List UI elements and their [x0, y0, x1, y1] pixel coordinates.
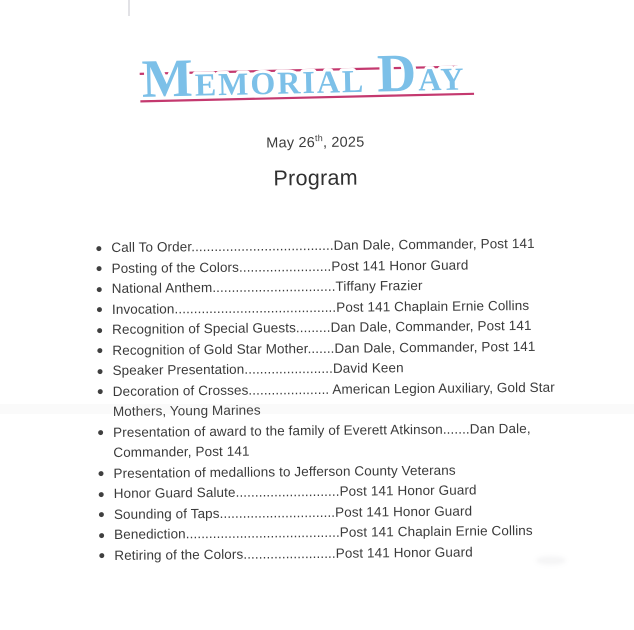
event-date-year: , 2025 [322, 134, 365, 151]
program-item: Benediction........................................Post 141 Chaplain Ernie Collins [114, 521, 572, 546]
scan-artifact-band [0, 404, 634, 414]
scan-artifact-smudge [536, 556, 566, 565]
program-item: Invocation..........................................Post 141 Chaplain Ernie Collins [112, 295, 570, 320]
program-title: Program [273, 165, 359, 191]
program-item: Retiring of the Colors........................Post 141 Honor Guard [114, 541, 572, 566]
program-item: Presentation of medallions to Jefferson County Veterans [113, 459, 571, 484]
event-date-day: May 26 [266, 135, 316, 152]
program-item: Recognition of Gold Star Mother.......Dan Dale, Commander, Post 141 [112, 336, 570, 361]
program-item: Honor Guard Salute...........................Post 141 Honor Guard [114, 480, 572, 505]
program-item: Decoration of Crosses..................... American Legion Auxiliary, Gold Star Mothers, Young Marines [113, 377, 571, 422]
logo-word2-initial: D [376, 42, 419, 104]
program-item: National Anthem................................Tiffany Frazier [112, 275, 570, 300]
program-item: Posting of the Colors........................Post 141 Honor Guard [111, 254, 569, 279]
scan-artifact-top-mark [128, 0, 130, 16]
program-item: Sounding of Taps..............................Post 141 Honor Guard [114, 500, 572, 525]
program-item: Presentation of award to the family of Everett Atkinson.......Dan Dale, Commander, Post 141 [113, 418, 571, 463]
program-item: Call To Order.....................................Dan Dale, Commander, Post 141 [111, 234, 569, 259]
event-date [0, 132, 632, 154]
event-date-ordinal: th [314, 133, 323, 144]
program-item: Speaker Presentation.......................David Keen [112, 357, 570, 382]
program-item: Recognition of Special Guests.........Dan Dale, Commander, Post 141 [112, 316, 570, 341]
logo-word1-rest: EMORIAL [194, 62, 366, 103]
program-list [87, 234, 572, 567]
logo-word2-rest: AY [417, 60, 466, 98]
logo-word1-initial: M [141, 47, 196, 109]
logo-text [141, 41, 466, 108]
memorial-day-logo [139, 41, 474, 111]
